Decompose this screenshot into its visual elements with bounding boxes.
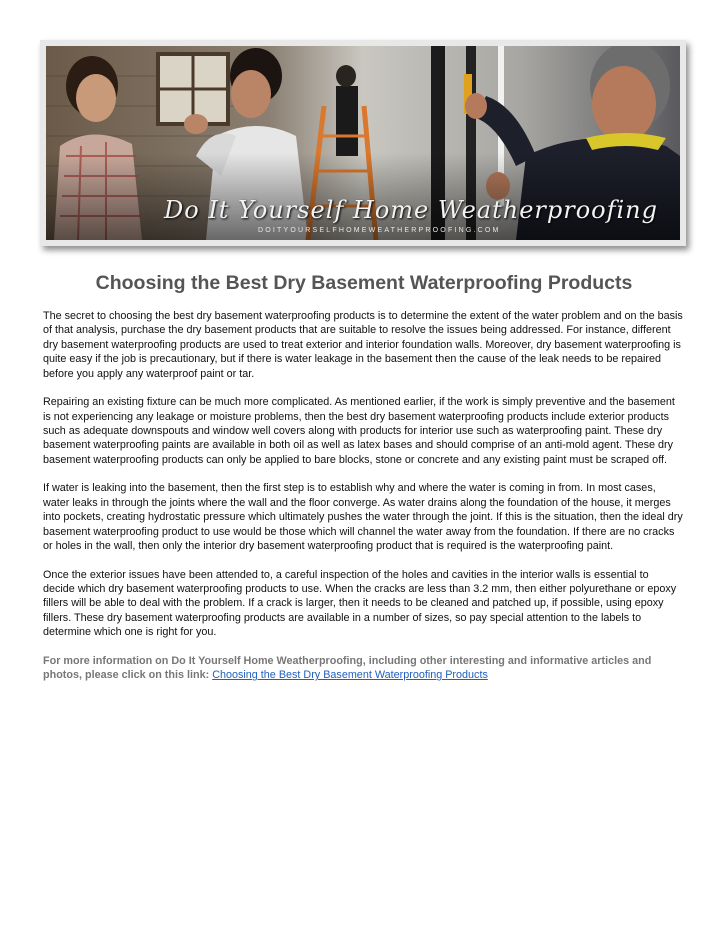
more-info-text: For more information on Do It Yourself Home Weatherproofing, including other interesting and informative articles and photos, please click on this link: — [43, 654, 652, 682]
paragraph-4: Once the exterior issues have been attended to, a careful inspection of the holes and cavities in the interior walls is essential to decide which dry basement waterproofing products to use. When the cracks are less than 3.2 mm, then either polyurethane or epoxy fillers will be able to deal with the problem. If a crack is larger, then it needs to be cleaned and patched up, if possible, using epoxy fillers. These dry basement waterproofing products are available in a number of sizes, so pay special attention to the labels to determine which one is right for you. — [43, 568, 677, 639]
banner-photo-collage — [46, 46, 680, 240]
article-body — [43, 309, 683, 697]
banner-title: Do It Yourself Home Weatherproofing — [164, 196, 658, 224]
paragraph-3: If water is leaking into the basement, then the first step is to establish why and where the water is coming in from. In most cases, water leaks in through the joints where the wall and the floor converge. As water drains along the foundation of the house, it merges into pockets, creating hydrostatic pressure which ultimately pushes the water through the joint. If this is the situation, then the ideal dry basement waterproofing product to use would be those which will channel the water away from the foundation. If there are no cracks or holes in the wall, then only the interior dry basement waterproofing product that is required is the waterproofing paint. — [43, 482, 683, 553]
article-link[interactable]: Choosing the Best Dry Basement Waterproofing Products — [212, 669, 488, 682]
header-banner — [40, 40, 686, 246]
paragraph-2: Repairing an existing fixture can be much more complicated. As mentioned earlier, if the work is simply preventive and the basement is not experiencing any leakage or moisture problems, then the best dry basement waterproofing products include exterior products such as adequate downspouts and window well covers along with products for interior use such as waterproofing paint. These dry basement waterproofing paints are available in both oil as well as latex bases and should comprise of an anti-mold agent. These dry basement waterproofing products can only be applied to bare blocks, stone or concrete and any existing paint must be scraped off. — [43, 396, 675, 466]
paragraph-1: The secret to choosing the best dry basement waterproofing products is to determine the extent of the water problem and on the basis of that analysis, purchase the dry basement products that are suitable to resolve the issues being addressed. For instance, different dry basement waterproofing products are used to treat exterior and interior foundation walls. Moreover, dry basement waterproofing is quite easy if the job is precautionary, but if there is water leakage in the basement then the cause of the leak needs to be repaired before you apply any waterproof paint or tar. — [43, 310, 683, 380]
more-info — [43, 654, 683, 683]
banner-url: DOITYOURSELFHOMEWEATHERPROOFING.COM — [258, 227, 501, 234]
article-title: Choosing the Best Dry Basement Waterproofing Products — [95, 272, 633, 294]
